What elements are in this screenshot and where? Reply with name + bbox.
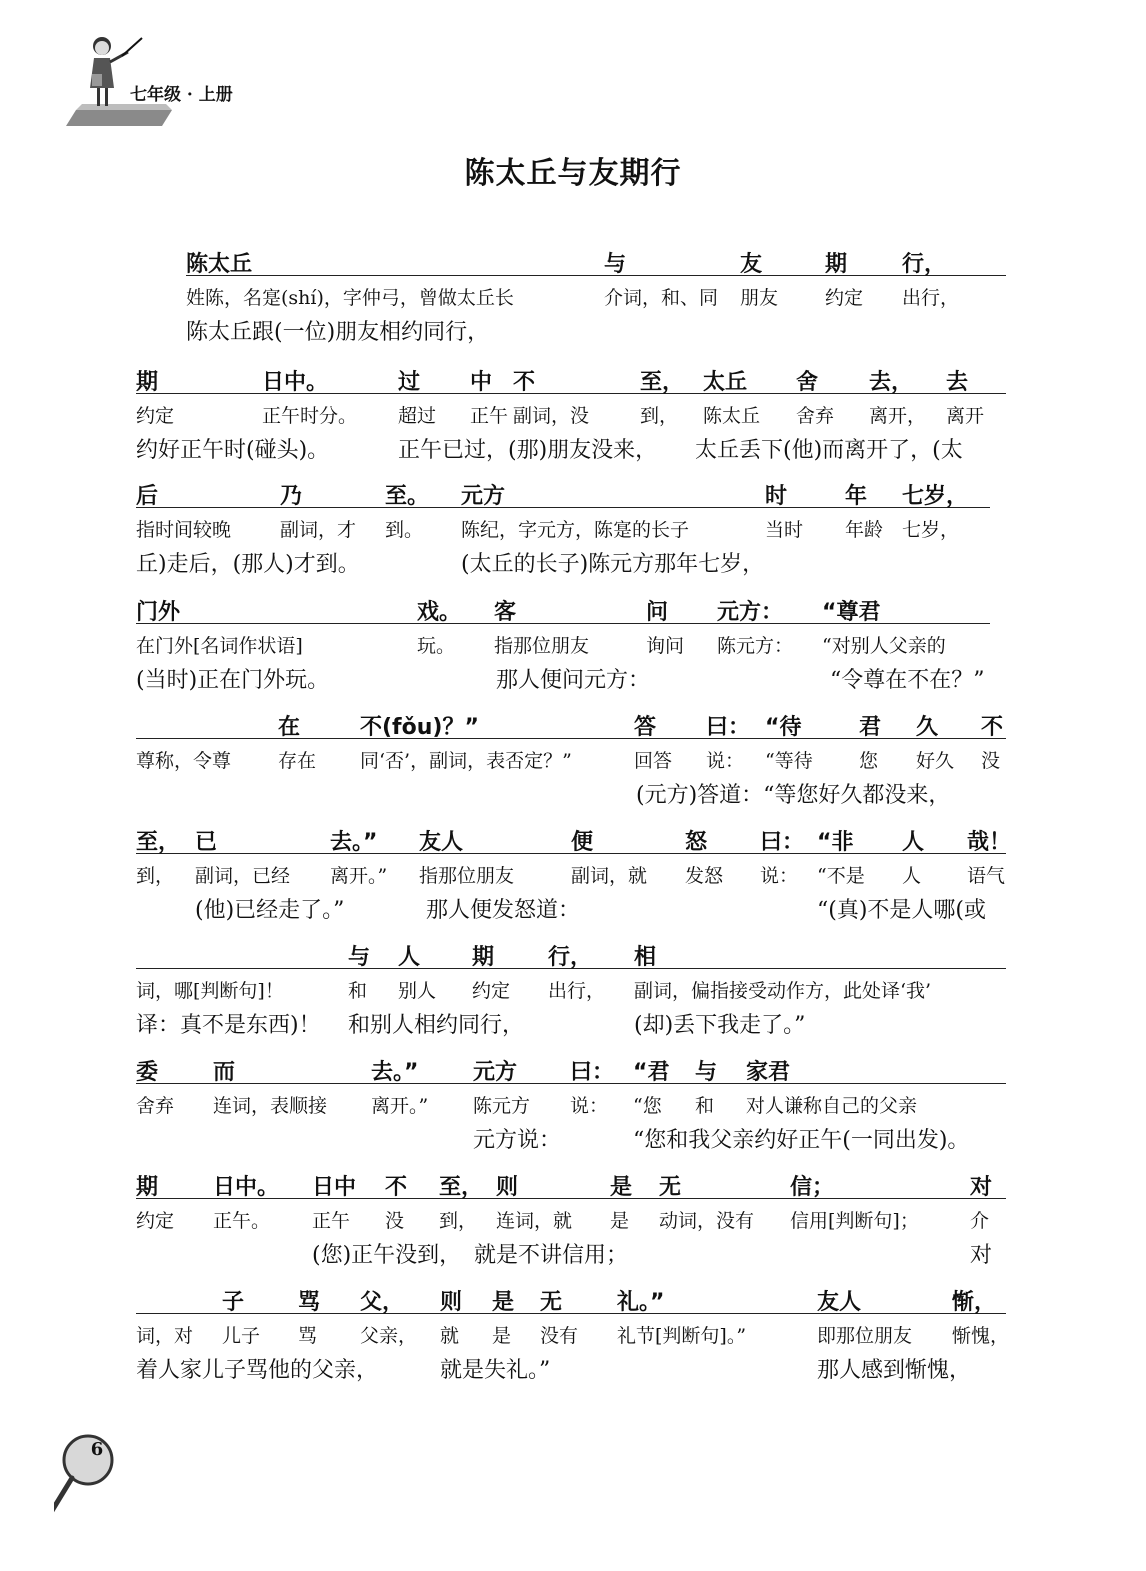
original-word: 人 <box>398 945 421 970</box>
original-word: 是 <box>610 1175 633 1200</box>
original-word: 不 <box>385 1175 408 1200</box>
original-word: 已 <box>195 830 218 855</box>
original-word: 太丘 <box>703 370 748 395</box>
original-word: 无 <box>540 1290 563 1315</box>
word-gloss: 词，哪[判断句]！ <box>136 980 284 1002</box>
word-gloss: 出行， <box>902 287 960 309</box>
original-word: 曰： <box>760 830 805 855</box>
translation-text: 陈太丘跟(一位)朋友相约同行， <box>186 320 490 345</box>
original-word: 不 <box>513 370 536 395</box>
original-word: 怒 <box>685 830 708 855</box>
word-gloss: 离开。” <box>371 1095 429 1117</box>
original-word: 答 <box>634 715 657 740</box>
word-gloss: 别人 <box>398 980 437 1002</box>
word-gloss: 年龄 <box>845 519 884 541</box>
word-gloss: “对别人父亲的 <box>822 635 946 657</box>
original-word: 无 <box>659 1175 682 1200</box>
original-word: 则 <box>496 1175 519 1200</box>
word-gloss: 超过 <box>398 405 437 427</box>
original-word: 信； <box>790 1175 835 1200</box>
word-gloss: 父亲， <box>360 1325 418 1347</box>
word-gloss: 是 <box>492 1325 512 1347</box>
page-number: 6 <box>90 1439 104 1460</box>
translation-text: 太丘丢下(他)而离开了，(太 <box>695 438 963 463</box>
translation-text: “(真)不是人哪(或 <box>817 898 986 923</box>
word-gloss: 骂 <box>298 1325 318 1347</box>
original-word: 君 <box>859 715 882 740</box>
original-word: 乃 <box>280 484 303 509</box>
word-gloss: 即那位朋友 <box>817 1325 913 1347</box>
translation-text: (太丘的长子)陈元方那年七岁， <box>461 552 765 577</box>
original-word: 元方 <box>473 1060 518 1085</box>
original-word: 哉！ <box>967 830 1012 855</box>
original-word: 家君 <box>746 1060 791 1085</box>
original-word: 友 <box>740 252 763 277</box>
word-gloss: 当时 <box>765 519 804 541</box>
original-word: 委 <box>136 1060 159 1085</box>
original-word: 日中。 <box>213 1175 280 1200</box>
word-gloss: 朋友 <box>740 287 779 309</box>
page-title: 陈太丘与友期行 <box>464 156 682 191</box>
word-gloss: 在门外[名词作状语] <box>136 635 303 657</box>
word-gloss: 儿子 <box>222 1325 261 1347</box>
original-word: 与 <box>695 1060 718 1085</box>
word-gloss: 副词，已经 <box>195 865 291 887</box>
word-gloss: 惭愧， <box>952 1325 1010 1347</box>
original-word: 至。 <box>385 484 430 509</box>
original-word: 舍 <box>796 370 819 395</box>
word-gloss: 对人谦称自己的父亲 <box>746 1095 918 1117</box>
original-word: 父， <box>360 1290 405 1315</box>
word-gloss: 陈元方： <box>717 635 794 657</box>
translation-text: (却)丢下我走了。” <box>634 1013 806 1038</box>
word-gloss: 副词，偏指接受动作方，此处译‘我’ <box>634 980 932 1002</box>
word-gloss: 没有 <box>540 1325 579 1347</box>
translation-text: 那人感到惭愧， <box>817 1358 972 1383</box>
word-gloss: 人 <box>902 865 922 887</box>
original-word: 客 <box>494 600 517 625</box>
teacher-mascot-icon <box>62 18 182 128</box>
original-word: 过 <box>398 370 421 395</box>
word-gloss: 词，对 <box>136 1325 194 1347</box>
word-gloss: 就 <box>440 1325 460 1347</box>
original-word: 子 <box>222 1290 245 1315</box>
word-gloss: 约定 <box>136 405 175 427</box>
word-gloss: 尊称，令尊 <box>136 750 232 772</box>
original-word: 至， <box>136 830 181 855</box>
word-gloss: 玩。 <box>417 635 456 657</box>
original-word: “待 <box>765 715 802 740</box>
word-gloss: 回答 <box>634 750 673 772</box>
word-gloss: 和 <box>348 980 368 1002</box>
word-gloss: 陈元方 <box>473 1095 531 1117</box>
original-word: “非 <box>817 830 854 855</box>
original-word: 期 <box>472 945 495 970</box>
translation-text: 正午已过，(那)朋友没来， <box>398 438 658 463</box>
word-gloss: 陈纪，字元方，陈寔的长子 <box>461 519 690 541</box>
original-word: 日中 <box>312 1175 357 1200</box>
word-gloss: 副词，就 <box>571 865 648 887</box>
original-word: 日中。 <box>262 370 329 395</box>
word-gloss: 七岁， <box>902 519 960 541</box>
original-word: “君 <box>633 1060 670 1085</box>
original-word: 期 <box>136 1175 159 1200</box>
original-word: 中 <box>470 370 493 395</box>
word-gloss: 存在 <box>278 750 317 772</box>
original-word: 是 <box>492 1290 515 1315</box>
original-word: 行， <box>548 945 593 970</box>
original-word: 则 <box>440 1290 463 1315</box>
original-word: 便 <box>571 830 594 855</box>
word-gloss: 好久 <box>916 750 955 772</box>
word-gloss: 说： <box>570 1095 609 1117</box>
word-gloss: “您 <box>633 1095 662 1117</box>
original-word: 相 <box>634 945 657 970</box>
original-word: 去。” <box>330 830 378 855</box>
original-word: 礼。” <box>617 1290 665 1315</box>
word-gloss: 约定 <box>136 1210 175 1232</box>
word-gloss: 是 <box>610 1210 630 1232</box>
word-gloss: 舍弃 <box>796 405 835 427</box>
original-word: 与 <box>604 252 627 277</box>
word-gloss: 和 <box>695 1095 715 1117</box>
word-gloss: 副词，才 <box>280 519 357 541</box>
original-word: 去。” <box>371 1060 419 1085</box>
original-word: 友人 <box>817 1290 862 1315</box>
original-word: 去 <box>946 370 969 395</box>
original-word: 问 <box>646 600 669 625</box>
original-word: 惭， <box>952 1290 997 1315</box>
word-gloss: 到。 <box>385 519 424 541</box>
translation-text: 对 <box>970 1243 993 1268</box>
word-gloss: 介词，和、同 <box>604 287 719 309</box>
translation-text: 那人便发怒道： <box>426 898 581 923</box>
translation-text: (他)已经走了。” <box>195 898 345 923</box>
original-word: 曰： <box>706 715 751 740</box>
word-gloss: 舍弃 <box>136 1095 175 1117</box>
original-word: 不 <box>981 715 1004 740</box>
word-gloss: 约定 <box>825 287 864 309</box>
translation-text: 就是不讲信用； <box>474 1243 629 1268</box>
word-gloss: 正午 <box>312 1210 351 1232</box>
word-gloss: 语气 <box>967 865 1006 887</box>
word-gloss: 没 <box>385 1210 405 1232</box>
translation-text: 约好正午时(碰头)。 <box>136 438 330 463</box>
line-rule <box>186 275 1006 276</box>
original-word: 至， <box>439 1175 484 1200</box>
translation-text: 着人家儿子骂他的父亲， <box>136 1358 379 1383</box>
word-gloss: 约定 <box>472 980 511 1002</box>
translation-text: 元方说： <box>473 1128 562 1153</box>
book-grade-label: 七年级 · 上册 <box>130 85 233 105</box>
original-word: 人 <box>902 830 925 855</box>
original-word: 友人 <box>419 830 464 855</box>
original-word: 期 <box>825 252 848 277</box>
word-gloss: 动词，没有 <box>659 1210 755 1232</box>
word-gloss: “不是 <box>817 865 865 887</box>
original-word: 七岁， <box>902 484 969 509</box>
original-word: 年 <box>845 484 868 509</box>
original-word: 与 <box>348 945 371 970</box>
original-word: 戏。 <box>417 600 462 625</box>
original-word: 在 <box>278 715 301 740</box>
original-word: 元方 <box>461 484 506 509</box>
translation-text: 就是失礼。” <box>440 1358 551 1383</box>
word-gloss: 指那位朋友 <box>494 635 590 657</box>
original-word: 去， <box>869 370 914 395</box>
word-gloss: 正午时分。 <box>262 405 358 427</box>
original-word: 陈太丘 <box>186 252 253 277</box>
word-gloss: 到， <box>136 865 175 887</box>
word-gloss: 同‘否’，副词，表否定？” <box>360 750 572 772</box>
translation-text: “您和我父亲约好正午(一同出发)。 <box>633 1128 970 1153</box>
word-gloss: 说： <box>706 750 745 772</box>
original-word: 曰： <box>570 1060 615 1085</box>
word-gloss: 询问 <box>646 635 685 657</box>
original-word: 元方： <box>717 600 784 625</box>
word-gloss: 连词，就 <box>496 1210 573 1232</box>
word-gloss: 离开 <box>946 405 985 427</box>
translation-text: 那人便问元方： <box>496 668 651 693</box>
word-gloss: 介 <box>970 1210 990 1232</box>
word-gloss: 姓陈，名寔(shí)，字仲弓，曾做太丘长 <box>186 287 514 309</box>
original-word: 骂 <box>298 1290 321 1315</box>
word-gloss: 陈太丘 <box>703 405 761 427</box>
word-gloss: 到， <box>439 1210 478 1232</box>
original-word: 至， <box>640 370 685 395</box>
original-word: 而 <box>213 1060 236 1085</box>
original-word: 门外 <box>136 600 181 625</box>
word-gloss: 出行， <box>548 980 606 1002</box>
word-gloss: 说： <box>760 865 799 887</box>
word-gloss: “等待 <box>765 750 813 772</box>
translation-text: 译：真不是东西)！ <box>136 1013 321 1038</box>
word-gloss: 到， <box>640 405 679 427</box>
translation-text: (当时)正在门外玩。 <box>136 668 330 693</box>
word-gloss: 正午。 <box>213 1210 271 1232</box>
word-gloss: 指时间较晚 <box>136 519 232 541</box>
word-gloss: 指那位朋友 <box>419 865 515 887</box>
word-gloss: 发怒 <box>685 865 724 887</box>
line-rule <box>136 1313 1006 1314</box>
word-gloss: 没 <box>981 750 1001 772</box>
original-word: 久 <box>916 715 939 740</box>
magnifier-icon <box>54 1428 194 1538</box>
word-gloss: 连词，表顺接 <box>213 1095 328 1117</box>
original-word: 期 <box>136 370 159 395</box>
translation-text: (您)正午没到， <box>312 1243 462 1268</box>
word-gloss: 礼节[判断句]。” <box>617 1325 747 1347</box>
translation-text: “令尊在不在？” <box>830 668 985 693</box>
original-word: 对 <box>970 1175 993 1200</box>
word-gloss: 副词，没 <box>513 405 590 427</box>
word-gloss: 正午 <box>470 405 509 427</box>
original-word: 时 <box>765 484 788 509</box>
original-word: 后 <box>136 484 159 509</box>
original-word: 不(fǒu)？” <box>360 715 479 740</box>
book-header <box>62 18 282 128</box>
original-word: “尊君 <box>822 600 881 625</box>
word-gloss: 离开， <box>869 405 927 427</box>
page-number-badge <box>62 1430 202 1540</box>
translation-text: 和别人相约同行， <box>348 1013 525 1038</box>
original-word: 行， <box>902 252 947 277</box>
word-gloss: 您 <box>859 750 879 772</box>
translation-text: 丘)走后，(那人)才到。 <box>136 552 360 577</box>
translation-text: (元方)答道：“等您好久都没来， <box>636 783 951 808</box>
word-gloss: 信用[判断句]； <box>790 1210 919 1232</box>
word-gloss: 离开。” <box>330 865 388 887</box>
